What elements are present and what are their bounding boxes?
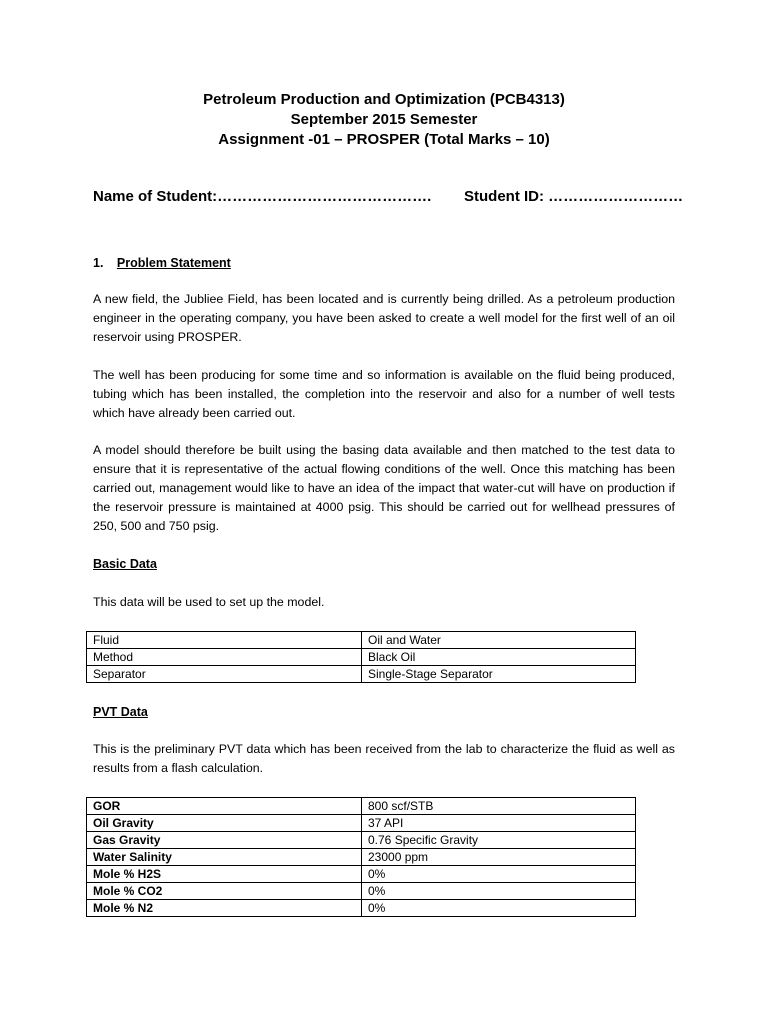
student-name-label: Name of Student:……………………………………. (93, 188, 432, 205)
table-cell-value: 23000 ppm (362, 849, 636, 866)
table-row (87, 632, 636, 649)
table-cell-key: Oil Gravity (87, 815, 362, 832)
table-cell-key: Fluid (87, 632, 362, 649)
pvt-data-table (86, 797, 636, 917)
table-row (87, 900, 636, 917)
table-row (87, 866, 636, 883)
problem-paragraph-3: A model should therefore be built using the basing data available and then matched to the test data to ensure that it is representative of the actual flowing conditions of the well. Once this matching has been carried out, management would like to have an idea of the impact that water-cut will have on production if the reservoir pressure is maintained at 4000 psig. This should be carried out for wellhead pressures of 250, 500 and 750 psig. (93, 443, 675, 533)
table-cell-key: Water Salinity (87, 849, 362, 866)
section-number: 1. (93, 256, 104, 270)
table-cell-key: Method (87, 649, 362, 666)
table-cell-value: Black Oil (362, 649, 636, 666)
basic-data-title: Basic Data (93, 557, 157, 571)
table-cell-key: Mole % N2 (87, 900, 362, 917)
table-cell-value: 37 API (362, 815, 636, 832)
table-cell-key: Mole % H2S (87, 866, 362, 883)
course-title: Petroleum Production and Optimization (PCB4313) (203, 91, 565, 108)
table-cell-key: Separator (87, 666, 362, 683)
table-cell-value: 800 scf/STB (362, 798, 636, 815)
table-cell-key: Mole % CO2 (87, 883, 362, 900)
semester-title: September 2015 Semester (290, 111, 478, 128)
assignment-title: Assignment -01 – PROSPER (Total Marks – 10) (218, 131, 550, 148)
pvt-data-heading (93, 704, 148, 720)
problem-paragraph-1: A new field, the Jubliee Field, has been located and is currently being drilled. As a petroleum production engineer in the operating company, you have been asked to create a well model for the first well of an oil reservoir using PROSPER. (93, 292, 675, 344)
problem-paragraph-2: The well has been producing for some time and so information is available on the fluid being produced, tubing which has been installed, the completion into the reservoir and also for a number of well tests which have already been carried out. (93, 368, 675, 420)
table-row (87, 815, 636, 832)
pvt-data-title: PVT Data (93, 705, 148, 719)
section-title: Problem Statement (116, 256, 231, 270)
table-cell-value: 0% (362, 883, 636, 900)
table-cell-value: 0% (362, 866, 636, 883)
table-cell-key: Gas Gravity (87, 832, 362, 849)
table-row (87, 666, 636, 683)
section-heading-problem-statement (93, 255, 231, 271)
student-info-row (93, 187, 693, 207)
table-row (87, 883, 636, 900)
pvt-data-intro: This is the preliminary PVT data which has been received from the lab to characterize the fluid as well as results from a flash calculation. (93, 742, 675, 775)
table-row (87, 649, 636, 666)
table-cell-key: GOR (87, 798, 362, 815)
basic-data-intro: This data will be used to set up the model. (93, 595, 325, 609)
table-cell-value: 0.76 Specific Gravity (362, 832, 636, 849)
basic-data-heading (93, 556, 157, 572)
table-row (87, 849, 636, 866)
student-id-label: Student ID: ……………………… (464, 188, 684, 205)
basic-data-table (86, 631, 636, 683)
table-row (87, 832, 636, 849)
table-cell-value: Single-Stage Separator (362, 666, 636, 683)
table-cell-value: Oil and Water (362, 632, 636, 649)
table-cell-value: 0% (362, 900, 636, 917)
table-row (87, 798, 636, 815)
